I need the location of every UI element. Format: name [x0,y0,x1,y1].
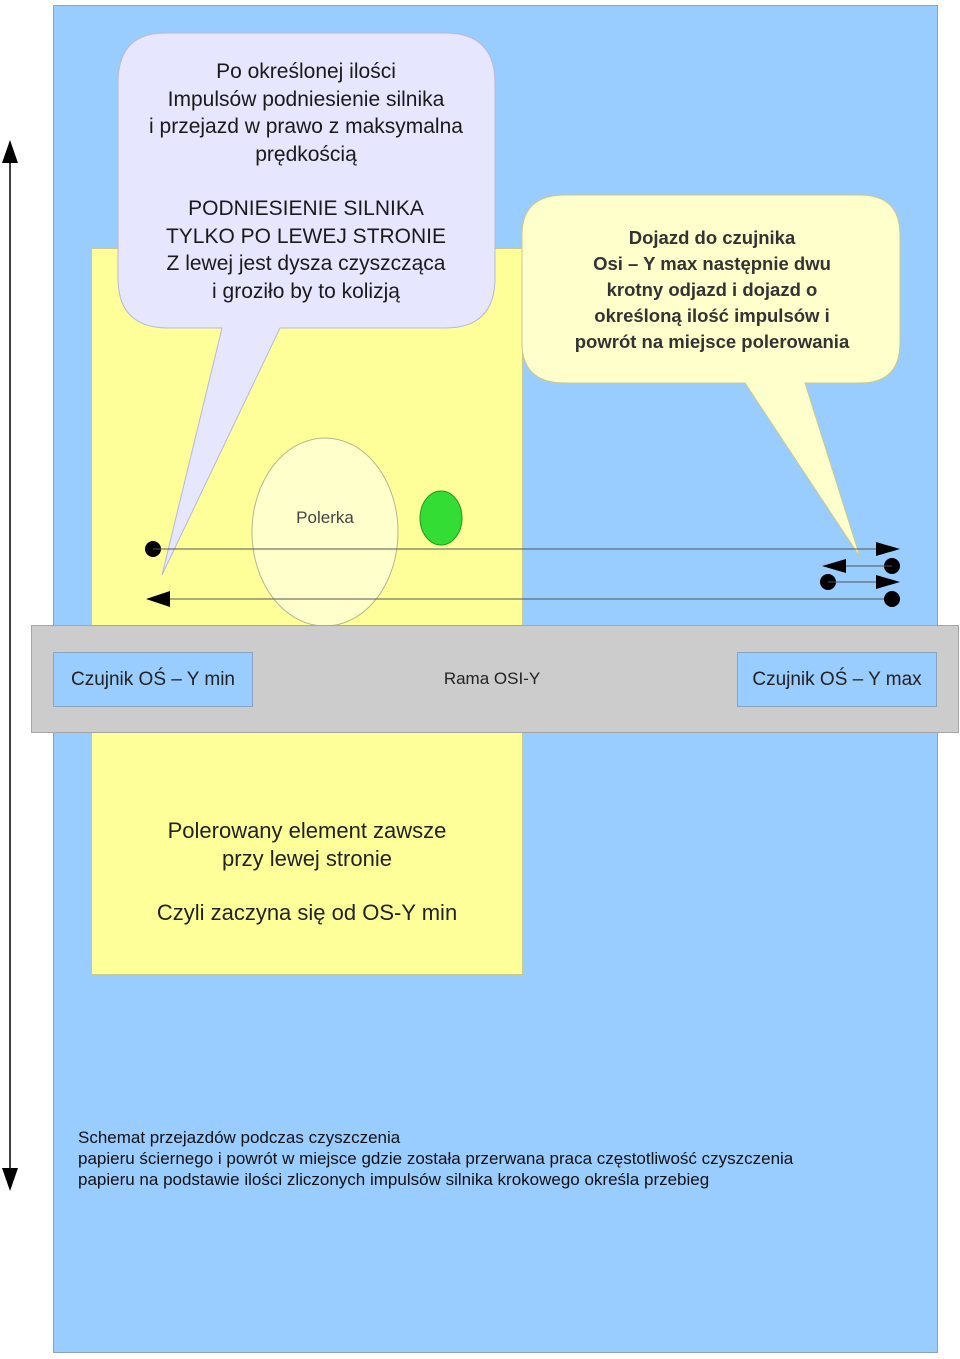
left-bubble-line: TYLKO PO LEWEJ STRONIE [165,224,447,248]
right-bubble-text [526,225,898,355]
element-note-line: Polerowany element zawsze [167,818,447,843]
element-note-line: przy lewej stronie [222,846,392,871]
green-marker [420,491,462,545]
right-bubble-line: Dojazd do czujnika [628,227,796,248]
left-bubble-line: PODNIESIENIE SILNIKA [188,197,424,220]
oscillation-back-path [822,558,900,574]
left-bubble-line: Z lewej jest dysza czyszcząca [166,252,446,275]
sensor-y-max: Czujnik OŚ – Y max [737,652,937,707]
right-bubble-line: krotny odjazd i dojazd o [606,279,818,300]
element-note-line: Czyli zaczyna się od OS-Y min [156,900,458,925]
left-bubble-line: prędkością [255,142,357,166]
polisher-label: Polerka [296,508,354,527]
left-bubble-line: Impulsów podniesienie silnika [167,87,445,111]
caption-line: papieru na podstawie ilości zliczonych impulsów silnika krokowego określa przebieg [78,1170,710,1189]
diagram-caption [78,1127,928,1190]
sensor-y-min: Czujnik OŚ – Y min [53,652,253,707]
travel-left-return-path [146,591,900,607]
left-bubble-text [120,58,492,305]
vertical-axis-arrow [2,140,18,1191]
right-bubble-line: Osi – Y max następnie dwu [593,253,831,274]
right-bubble-line: określoną ilość impulsów i [594,305,830,326]
caption-line: papieru ściernego i powrót w miejsce gdzie została przerwana praca częstotliwość czyszczenia [78,1149,794,1168]
polisher-circle [252,438,398,626]
caption-line: Schemat przejazdów podczas czyszczenia [78,1128,401,1147]
left-bubble-line: i przejazd w prawo z maksymalna [149,115,463,138]
left-bubble-line: Po określonej ilości [216,60,396,83]
oscillation-forward-path [820,574,900,590]
left-bubble-line: i groziło by to kolizją [212,279,400,303]
right-bubble-line: powrót na miejsce polerowania [574,331,850,352]
element-note [91,817,523,927]
frame-label: Rama OSI-Y [443,669,541,688]
